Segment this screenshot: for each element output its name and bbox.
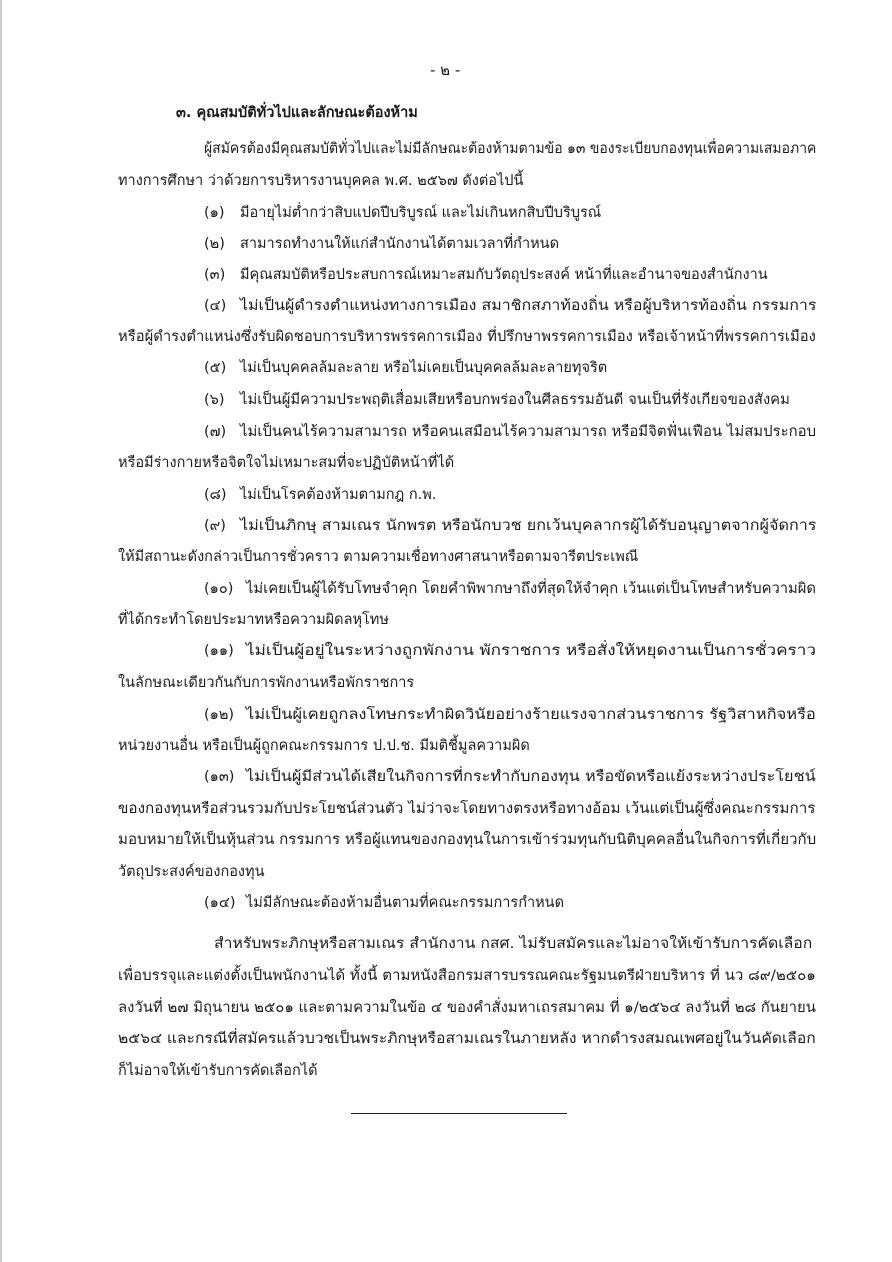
item-text: สามารถทำงานให้แก่สำนักงานได้ตามเวลาที่กำหนด: [240, 236, 559, 252]
item-text: ไม่เป็นผู้ดำรงตำแหน่งทางการเมือง สมาชิกสภาท้องถิ่น หรือผู้บริหารท้องถิ่น กรรมการ: [240, 298, 817, 314]
item-text: ในลักษณะเดียวกันกับการพักงานหรือพักราชการ: [118, 675, 415, 691]
item-text: ให้มีสถานะดังกล่าวเป็นการชั่วคราว ตามความเชื่อทางศาสนาหรือตามจารีตประเพณี: [118, 549, 639, 565]
item-number: (๑): [204, 205, 225, 221]
closing-line: เพื่อบรรจุและแต่งตั้งเป็นพนักงานได้ ทั้งนี้ ตามหนังสือกรมสารบรรณคณะรัฐมนตรีฝ่ายบริหาร ที่ นว ๘๙/๒๕๐๑: [118, 968, 816, 984]
item-text: ที่ได้กระทำโดยประมาทหรือความผิดลหุโทษ: [118, 612, 389, 628]
item-text: ไม่เคยเป็นผู้ได้รับโทษจำคุก โดยคำพิพากษาถึงที่สุดให้จำคุก เว้นแต่เป็นโทษสำหรับความผิด: [246, 581, 817, 597]
item-number: (๘): [204, 487, 227, 503]
item-text: ของกองทุนหรือส่วนรวมกับประโยชน์ส่วนตัว ไม่ว่าจะโดยทางตรงหรือทางอ้อม เว้นแต่เป็นผู้ซึ่งคณะกรรมการ: [118, 801, 816, 817]
section-heading: ๓. คุณสมบัติทั่วไปและลักษณะต้องห้าม: [176, 105, 418, 121]
item-number: (๑๐): [204, 581, 234, 597]
item-text: ไม่เป็นผู้อยู่ในระหว่างถูกพักงาน พักราชการ หรือสั่งให้หยุดงานเป็นการชั่วคราว: [246, 643, 816, 659]
item-number: (๑๒): [204, 707, 235, 723]
item-text: ไม่เป็นผู้เคยถูกลงโทษกระทำผิดวินัยอย่างร้ายแรงจากส่วนราชการ รัฐวิสาหกิจหรือ: [246, 707, 816, 723]
item-number: (๑๓): [204, 769, 235, 785]
item-number: (๗): [204, 424, 227, 440]
item-text: ไม่เป็นผู้มีความประพฤติเสื่อมเสียหรือบกพร่องในศีลธรรมอันดี จนเป็นที่รังเกียจของสังคม: [240, 392, 790, 408]
closing-line: ก็ไม่อาจให้เข้ารับการคัดเลือกได้: [118, 1063, 318, 1079]
item-text: มีคุณสมบัติหรือประสบการณ์เหมาะสมกับวัตถุประสงค์ หน้าที่และอำนาจของสำนักงาน: [240, 267, 768, 283]
item-number: (๙): [204, 518, 226, 534]
item-number: (๕): [204, 360, 227, 376]
page-number: - ๒ -: [430, 61, 461, 79]
item-number: (๖): [204, 392, 225, 408]
item-number: (๑๑): [204, 643, 234, 659]
item-text: ไม่เป็นโรคต้องห้ามตามกฎ ก.พ.: [240, 487, 437, 503]
end-rule: [351, 1113, 567, 1114]
item-text: หรือมีร่างกายหรือจิตใจไม่เหมาะสมที่จะปฏิบัติหน้าที่ได้: [118, 455, 455, 471]
item-number: (๑๔): [204, 895, 236, 911]
intro-line: ผู้สมัครต้องมีคุณสมบัติทั่วไปและไม่มีลักษณะต้องห้ามตามข้อ ๑๓ ของระเบียบกองทุนเพื่อความเสมอภาค: [204, 141, 817, 157]
item-text: หน่วยงานอื่น หรือเป็นผู้ถูกคณะกรรมการ ป.ป.ช. มีมติชี้มูลความผิด: [118, 738, 530, 754]
item-number: (๒): [204, 236, 225, 252]
item-text: ไม่เป็นผู้มีส่วนได้เสียในกิจการที่กระทำกับกองทุน หรือขัดหรือแย้งระหว่างประโยชน์: [246, 769, 816, 785]
intro-line: ทางการศึกษา ว่าด้วยการบริหารงานบุคคล พ.ศ. ๒๕๖๗ ดังต่อไปนี้: [118, 173, 524, 189]
closing-line: ลงวันที่ ๒๗ มิถุนายน ๒๕๐๑ และตามความในข้อ ๔ ของคำสั่งมหาเถรสมาคม ที่ ๑/๒๕๖๔ ลงวันที่ ๒๘ กันยายน: [118, 1000, 816, 1016]
closing-line: ๒๕๖๔ และกรณีที่สมัครแล้วบวชเป็นพระภิกษุหรือสามเณรในภายหลัง หากดำรงสมณเพศอยู่ในวันคัดเลือก: [118, 1031, 816, 1047]
item-number: (๓): [204, 267, 226, 283]
item-text: มีอายุไม่ต่ำกว่าสิบแปดปีบริบูรณ์ และไม่เกินหกสิบปีบริบูรณ์: [240, 205, 602, 221]
item-text: ไม่เป็นภิกษุ สามเณร นักพรต หรือนักบวช ยกเว้นบุคลากรผู้ได้รับอนุญาตจากผู้จัดการ: [240, 518, 817, 534]
item-number: (๔): [204, 298, 227, 314]
item-text: ไม่เป็นบุคคลล้มละลาย หรือไม่เคยเป็นบุคคลล้มละลายทุจริต: [240, 360, 608, 376]
page-edge-shadow: [0, 0, 2, 1262]
item-text: ไม่มีลักษณะต้องห้ามอื่นตามที่คณะกรรมการกำหนด: [246, 895, 565, 911]
item-text: วัตถุประสงค์ของกองทุน: [118, 864, 265, 880]
item-text: มอบหมายให้เป็นหุ้นส่วน กรรมการ หรือผู้แทนของกองทุนในการเข้าร่วมทุนกับนิติบุคคลอื่นในกิจการที่เกี่ยวกับ: [118, 832, 817, 848]
item-text: หรือผู้ดำรงตำแหน่งซึ่งรับผิดชอบการบริหารพรรคการเมือง ที่ปรึกษาพรรคการเมือง หรือเจ้าหน้าที่พรรคการเมือง: [118, 329, 816, 345]
item-text: ไม่เป็นคนไร้ความสามารถ หรือคนเสมือนไร้ความสามารถ หรือมีจิตฟั่นเฟือน ไม่สมประกอบ: [240, 424, 817, 440]
closing-line: สำหรับพระภิกษุหรือสามเณร สำนักงาน กสศ. ไม่รับสมัครและไม่อาจให้เข้ารับการคัดเลือก: [214, 936, 813, 952]
